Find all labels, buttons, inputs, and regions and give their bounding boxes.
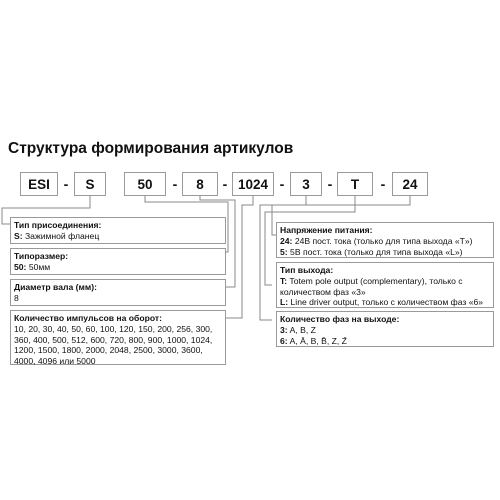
shaft-option-text: 8 <box>14 292 19 303</box>
pulses-values: 10, 20, 30, 40, 50, 60, 100, 120, 150, 200, 256, 300, 360, 400, 500, 512, 600, 720, 800, 900, 1000, 1024, 1200, 1500, 1800, 2000, 2048, 2500, 3000, 3600, 4000, 4096 или 5000 <box>14 323 213 367</box>
phases-option <box>280 336 490 347</box>
code-segment-shaft: 8 <box>182 172 218 196</box>
output-option-key: L: <box>280 297 289 308</box>
voltage-option-text: 5В пост. тока (только для типа выхода «L») <box>290 246 463 257</box>
code-segment-voltage: 24 <box>392 172 428 196</box>
code-segment-series: ESI <box>20 172 58 196</box>
code-separator: - <box>279 176 285 192</box>
pulses-heading: Количество импульсов на оборот: <box>14 313 162 323</box>
code-segment-size: 50 <box>124 172 166 196</box>
code-segment-phases: 3 <box>290 172 322 196</box>
code-separator: - <box>222 176 228 192</box>
voltage-heading: Напряжение питания: <box>280 225 373 235</box>
connector-pulses <box>226 196 253 318</box>
output-option <box>280 297 490 308</box>
output-option-key: T: <box>280 275 288 286</box>
mounting-box <box>10 217 226 244</box>
mounting-option-text: Зажимной фланец <box>24 230 100 241</box>
output-box <box>276 262 494 308</box>
code-segment-mounting: S <box>74 172 106 196</box>
code-segment-pulses: 1024 <box>232 172 274 196</box>
voltage-option-key: 5: <box>280 246 288 257</box>
size-option <box>14 262 222 273</box>
output-option <box>280 276 490 298</box>
voltage-box <box>276 222 494 258</box>
size-box <box>10 248 226 275</box>
size-heading: Типоразмер: <box>14 251 69 261</box>
phases-option-key: 6: <box>280 335 288 346</box>
mounting-option-key: S: <box>14 230 23 241</box>
page-title: Структура формирования артикулов <box>8 140 294 157</box>
phases-box <box>276 311 494 347</box>
shaft-heading: Диаметр вала (мм): <box>14 282 97 292</box>
pulses-box <box>10 310 226 365</box>
mounting-heading: Тип присоединения: <box>14 220 102 230</box>
code-separator: - <box>172 176 178 192</box>
phases-option-text: A, Ā, B, B̄, Z, Z̄ <box>289 335 347 346</box>
mounting-option <box>14 231 222 242</box>
voltage-option-key: 24: <box>280 235 293 246</box>
output-option-text: Line driver output, только с количеством фаз «6» <box>290 297 484 308</box>
code-separator: - <box>63 176 69 192</box>
voltage-option <box>280 247 490 258</box>
phases-heading: Количество фаз на выходе: <box>280 314 400 324</box>
shaft-box <box>10 279 226 306</box>
size-option-key: 50: <box>14 261 27 272</box>
output-option-text: Totem pole output (complementary), только с количеством фаз «3» <box>280 275 463 297</box>
code-separator: - <box>380 176 386 192</box>
size-option-text: 50мм <box>28 261 51 272</box>
voltage-option <box>280 236 490 247</box>
output-heading: Тип выхода: <box>280 265 334 275</box>
phases-option-key: 3: <box>280 324 288 335</box>
phases-option-text: A, B, Z <box>289 324 316 335</box>
voltage-option-text: 24В пост. тока (только для типа выхода «T») <box>294 235 473 246</box>
code-separator: - <box>327 176 333 192</box>
phases-option <box>280 325 490 336</box>
code-segment-output: T <box>337 172 373 196</box>
